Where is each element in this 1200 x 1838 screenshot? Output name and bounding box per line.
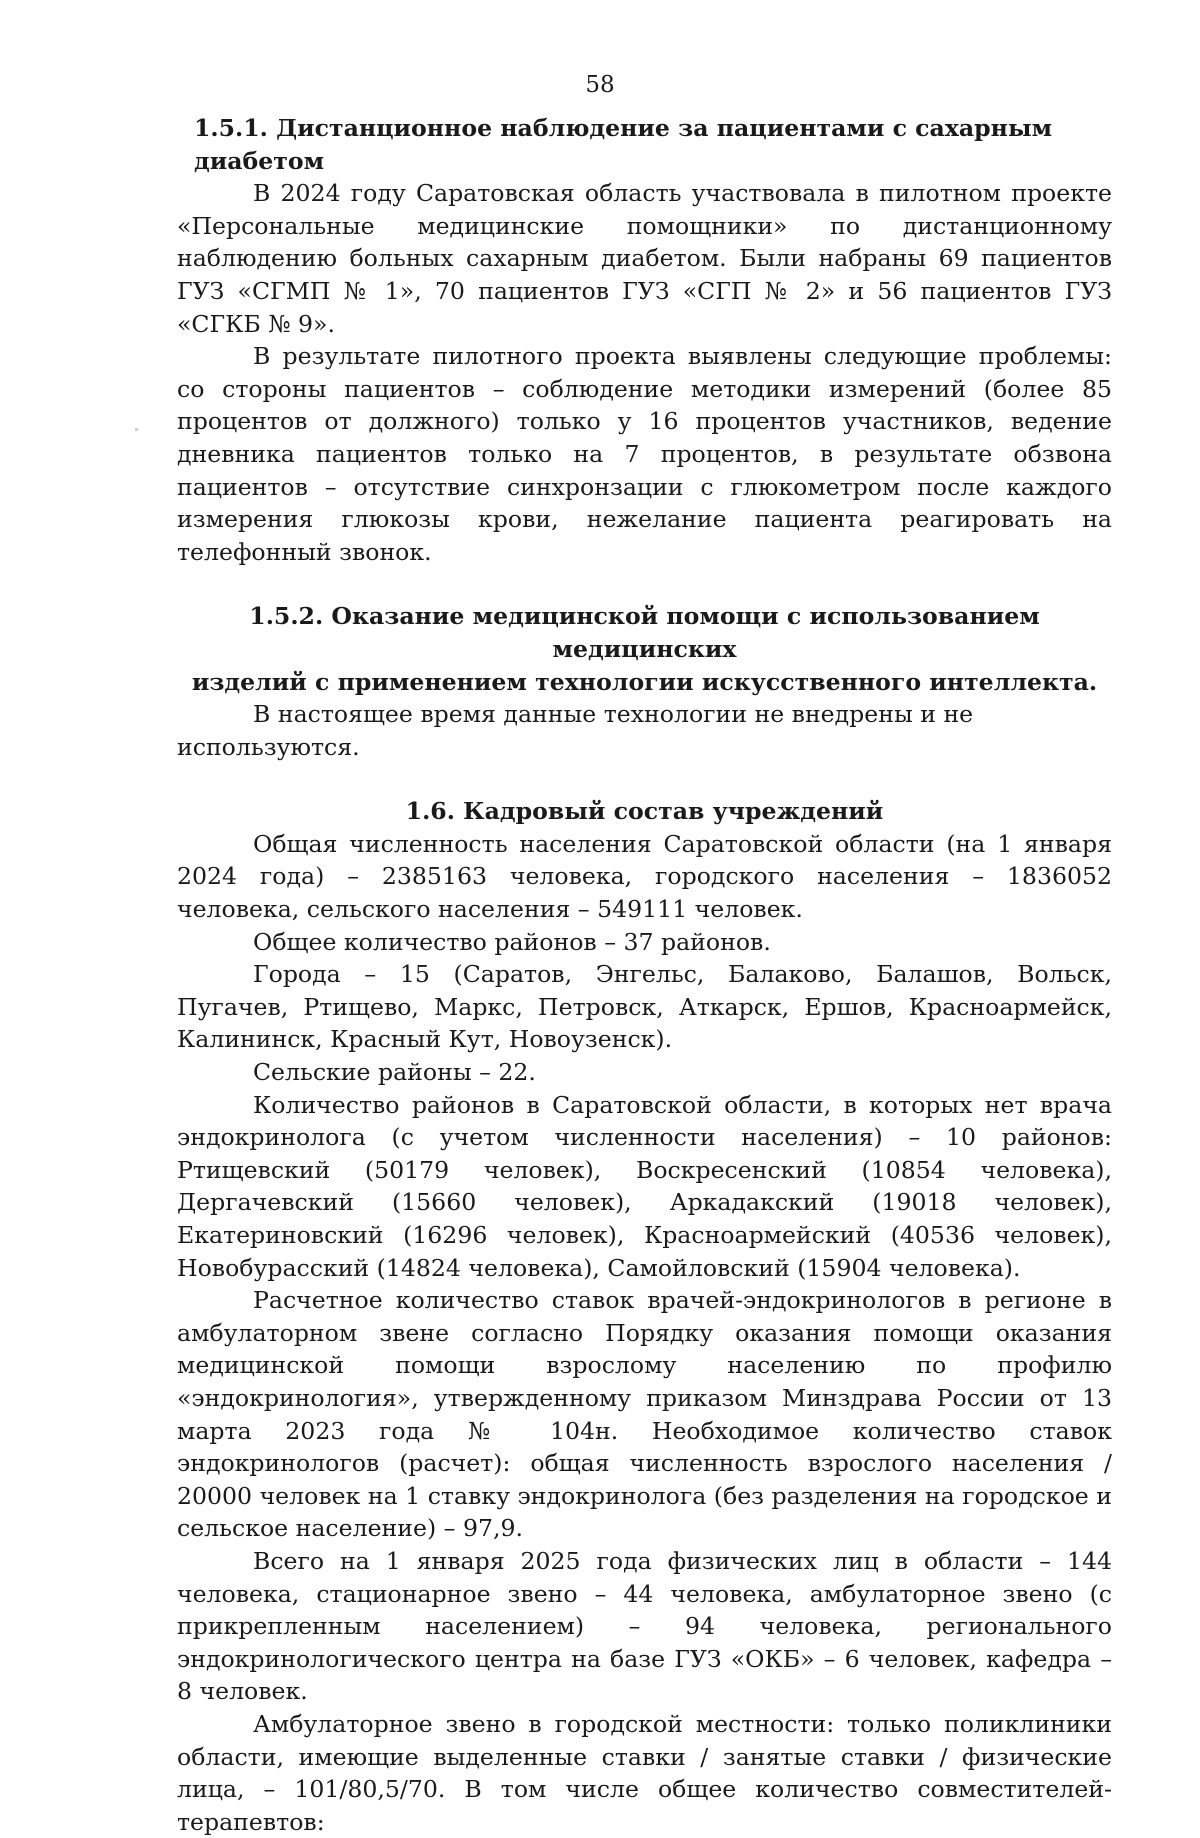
paragraph-population: Общая численность населения Саратовской области (на 1 января 2024 года) – 2385163 человека, городского населения – 1836052 человека, сельского населения – 549111 человек. [177, 829, 1112, 924]
paragraph-rate-calculation: Расчетное количество ставок врачей-эндокринологов в регионе в амбулаторном звене согласно Порядку оказания помощи оказания медицинской помощи взрослому населению по профилю «эндокринология», утвержденному приказом Минздрава России от 13 марта 2023 года № 104н. Необходимое количество ставок эндокринологов (расчет): общая численность взрослого населения / 20000 человек на 1 ставку эндокринолога (без разделения на городское и сельское население) – 97,9. [177, 1286, 1112, 1543]
scan-speck [135, 428, 138, 431]
paragraph-no-endocrinologist: Количество районов в Саратовской области, в которых нет врача эндокринолога (с учетом численности населения) – 10 районов: Ртищевский (50179 человек), Воскресенский (10854 человека), Дергачевский (15660 человек), Аркадакский (19018 человек), Екатериновский (16296 человек), Красноармейский (40536 человек), Новобурасский (14824 человека), Самойловский (15904 человека). [177, 1090, 1112, 1282]
paragraph-ambulatory-urban: Амбулаторное звено в городской местности: только поликлиники области, имеющие выделенные ставки / занятые ставки / физические лица, – 101/80,5/70. В том числе общее количество совместителей-терапевтов: [177, 1709, 1112, 1836]
heading-1-5-2-line1: 1.5.2. Оказание медицинской помощи с использованием медицинских [249, 602, 1040, 663]
page-number: 58 [585, 72, 615, 98]
section-gap [177, 763, 1112, 795]
paragraph-districts-total: Общее количество районов – 37 районов. [253, 927, 771, 956]
paragraph-pilot-project: В 2024 году Саратовская область участвовала в пилотном проекте «Персональные медицинские помощники» по дистанционному наблюдению больных сахарным диабетом. Были набраны 69 пациентов ГУЗ «СГМП № 1», 70 пациентов ГУЗ «СГП № 2» и 56 пациентов ГУЗ «СГКБ № 9». [177, 179, 1112, 338]
paragraph-ai-technologies: В настоящее время данные технологии не внедрены и не используются. [177, 700, 974, 761]
section-gap [177, 568, 1112, 600]
paragraph-cities: Города – 15 (Саратов, Энгельс, Балаково, Балашов, Вольск, Пугачев, Ртищево, Маркс, Петровск, Аткарск, Ершов, Красноармейск, Калининск, Красный Кут, Новоузенск). [177, 960, 1112, 1054]
paragraph-rural-districts: Сельские районы – 22. [253, 1058, 536, 1087]
paragraph-pilot-problems: В результате пилотного проекта выявлены следующие проблемы: со стороны пациентов – соблюдение методики измерений (более 85 процентов от должного) только у 16 процентов участников, ведение дневника пациентов только на 7 процентов, в результате обзвона пациентов – отсутствие синхронзации с глюкометром после каждого измерения глюкозы крови, нежелание пациента реагировать на телефонный звонок. [177, 342, 1112, 566]
heading-1-5-2-line2: изделий с применением технологии искусственного интеллекта. [191, 667, 1098, 696]
heading-1-5-1: 1.5.1. Дистанционное наблюдение за пациентами с сахарным диабетом [194, 114, 1053, 175]
page-content [177, 112, 1112, 1838]
heading-1-6: 1.6. Кадровый состав учреждений [405, 797, 884, 826]
paragraph-staff-total: Всего на 1 января 2025 года физических лиц в области – 144 человека, стационарное звено – 44 человека, амбулаторное звено (с прикрепленным населением) – 94 человека, регионального эндокринологического центра на базе ГУЗ «ОКБ» – 6 человек, кафедра – 8 человек. [177, 1546, 1112, 1706]
